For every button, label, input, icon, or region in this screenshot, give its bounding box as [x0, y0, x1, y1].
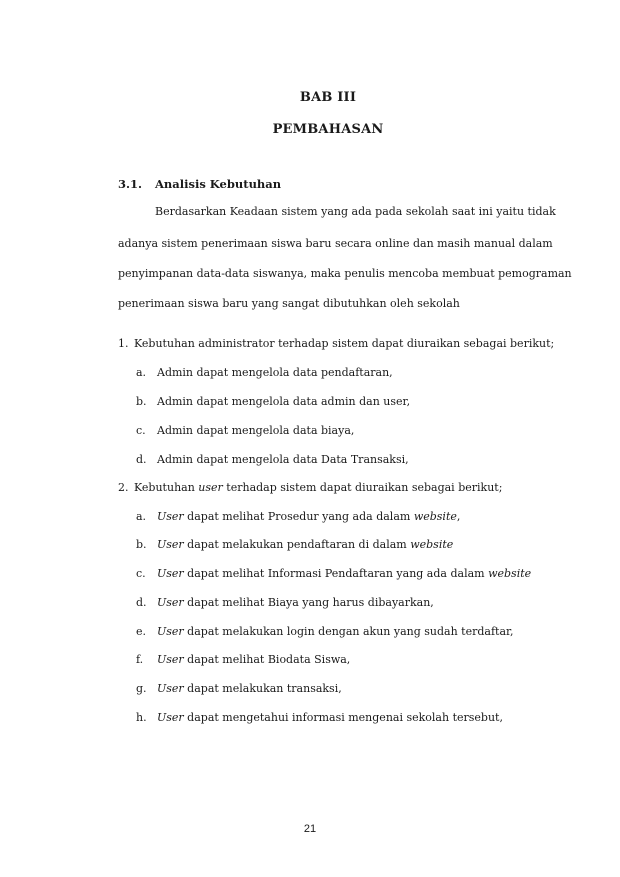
list-marker: e.: [136, 625, 147, 638]
text-segment: terhadap sistem dapat diuraikan sebagai berikut;: [222, 481, 503, 494]
list-marker: c.: [136, 424, 146, 437]
text-segment: dapat melakukan login dengan akun yang sudah terdaftar,: [183, 625, 514, 638]
paragraph-line: adanya sistem penerimaan siswa baru secara online dan masih manual dalam: [118, 237, 553, 250]
text-segment: dapat melakukan transaksi,: [183, 682, 342, 695]
list-marker: a.: [136, 366, 147, 379]
text-segment-italic: User: [157, 625, 184, 638]
text-segment-italic: User: [157, 711, 184, 724]
list-marker: f.: [136, 653, 144, 666]
list-marker: d.: [136, 453, 147, 466]
list-marker: a.: [136, 510, 147, 523]
text-segment: dapat melihat Prosedur yang ada dalam: [183, 510, 414, 523]
list-subitem-text: [157, 625, 514, 638]
chapter-label: BAB III: [299, 90, 357, 105]
text-segment-italic: User: [157, 567, 184, 580]
list-subitem-text: Admin dapat mengelola data pendaftaran,: [157, 366, 393, 379]
paragraph-line: penerimaan siswa baru yang sangat dibutuhkan oleh sekolah: [118, 297, 460, 310]
list-subitem-text: [157, 538, 453, 551]
list-subitem-text: [157, 711, 503, 724]
list-marker: 1.: [118, 337, 129, 350]
list-marker: h.: [136, 711, 147, 724]
section-number: 3.1.: [118, 177, 143, 191]
list-item-text: Kebutuhan administrator terhadap sistem dapat diuraikan sebagai berikut;: [134, 337, 555, 350]
text-segment-italic: user: [198, 481, 223, 494]
page-number: 21: [303, 823, 317, 835]
text-segment-italic: User: [157, 653, 184, 666]
text-segment: dapat melihat Informasi Pendaftaran yang ada dalam: [183, 567, 489, 580]
text-segment-italic: User: [157, 682, 184, 695]
text-segment: dapat mengetahui informasi mengenai sekolah tersebut,: [183, 711, 503, 724]
text-segment: dapat melihat Biodata Siswa,: [183, 653, 351, 666]
list-subitem-text: Admin dapat mengelola data biaya,: [157, 424, 355, 437]
paragraph-line: penyimpanan data-data siswanya, maka penulis mencoba membuat pemograman: [118, 267, 572, 280]
list-subitem-text: Admin dapat mengelola data Data Transaksi,: [157, 453, 409, 466]
text-segment: dapat melihat Biaya yang harus dibayarkan,: [183, 596, 434, 609]
chapter-title: PEMBAHASAN: [272, 122, 384, 137]
list-subitem-text: [157, 653, 350, 666]
list-marker: g.: [136, 682, 147, 695]
list-subitem-text: Admin dapat mengelola data admin dan user,: [157, 395, 411, 408]
list-subitem-text: [157, 596, 434, 609]
text-segment: ,: [456, 510, 461, 523]
text-segment-italic: User: [157, 510, 184, 523]
text-segment-italic: website: [488, 567, 532, 580]
text-segment-italic: website: [413, 510, 457, 523]
text-segment: dapat melakukan pendaftaran di dalam: [183, 538, 411, 551]
text-segment-italic: User: [157, 596, 184, 609]
list-marker: b.: [136, 538, 147, 551]
text-segment: Kebutuhan: [134, 481, 199, 494]
list-item-text: [134, 481, 502, 494]
list-marker: b.: [136, 395, 147, 408]
text-segment-italic: website: [410, 538, 454, 551]
text-segment-italic: User: [157, 538, 184, 551]
list-marker: d.: [136, 596, 147, 609]
list-marker: c.: [136, 567, 146, 580]
section-title: Analisis Kebutuhan: [155, 177, 282, 191]
paragraph-line: Berdasarkan Keadaan sistem yang ada pada sekolah saat ini yaitu tidak: [155, 205, 556, 218]
list-marker: 2.: [118, 481, 129, 494]
list-subitem-text: [157, 510, 460, 523]
list-subitem-text: [157, 682, 342, 695]
list-subitem-text: [157, 567, 531, 580]
